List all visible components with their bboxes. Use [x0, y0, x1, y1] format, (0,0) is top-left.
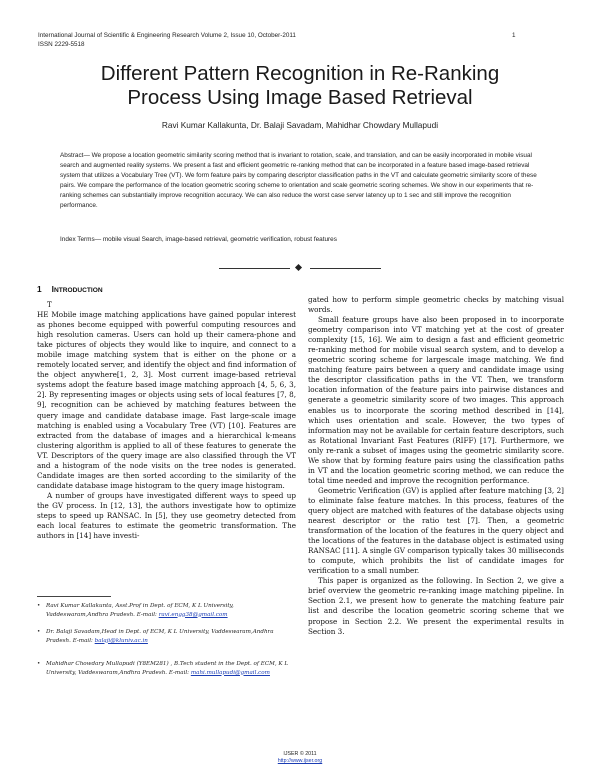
- body-paragraph: A number of groups have investigated different ways to speed up the GV process. In [12, 13], the authors investigate how to optimize steps to speed up RANSAC. In [5], they use geometry detected from each local features to estimate the geometric transformation. The authors in [14] have investi-: [37, 490, 296, 541]
- footnote-author-1: [37, 602, 296, 619]
- body-paragraph: This paper is organized as the following. In Section 2, we give a brief overview the geometric re-ranking image matching pipeline. In Section 2.1, we present how to generate the matching feature pair list and describe the location geometric scoring scheme that we propose in Section 2.2. We present the experimental results in Section 3.: [308, 576, 564, 636]
- body-paragraph: gated how to perform simple geometric checks by matching visual words.: [308, 295, 564, 315]
- footnote-author-3: [37, 660, 296, 677]
- bullet-icon: •: [37, 603, 41, 609]
- email-link[interactable]: balaji@kluniv.ac.in: [94, 637, 148, 644]
- right-column: [308, 295, 564, 637]
- divider-left: [219, 268, 290, 269]
- journal-header: International Journal of Scientific & Engineering Research Volume 2, Issue 10, October-2011: [38, 32, 296, 39]
- section-heading: [37, 284, 103, 294]
- footnote-text: Mahidhar Chowdary Mullapudi (Y8EM281) , B.Tech student in the Dept. of ECM, K L University, Vaddeswaram,Andhra Pradesh. E-mail:: [46, 661, 289, 676]
- issn-label: ISSN 2229-5518: [38, 41, 85, 48]
- paper-title: [40, 62, 560, 110]
- footnote-rule: [37, 596, 111, 597]
- title-line-2: Process Using Image Based Retrieval: [127, 86, 473, 109]
- email-link[interactable]: ravi.engg38@gmail.com: [158, 611, 228, 618]
- email-link[interactable]: mahi.mullapudi@gmail.com: [190, 669, 270, 676]
- title-line-1: Different Pattern Recognition in Re-Ranking: [100, 62, 500, 85]
- body-paragraph: Small feature groups have also been proposed in to incorporate geometry comparison into VT matching yet at the cost of greater complexity [15, 16]. We aim to design a fast and efficient geometric re-ranking method for mobile visual search system, and to develop a geometric scoring scheme for largescale image matching. We find matching feature pairs between a query and candidate image using the descriptor classification paths in the VT. Then, we transform location information of the feature pairs into pairwise distances and generate a geometric similarity score of two images. This approach enables us to incorporate the scoring method described in [14], which uses orientation and scale. However, the two types of information may not be available for certain feature descriptors, such as Rotational Invariant Fast Features (RIFF) [17]. Furthermore, we only re-rank a subset of images using the geometric similarity score. We show that by forming feature pairs using the classification paths in VT and the location geometric scoring method, we can reduce the total time needed and improve the recognition performance.: [308, 315, 564, 485]
- abstract: Abstract— We propose a location geometric similarity scoring method that is invariant to rotation, scale, and translation, and can be easily incorporated in mobile visual search and augmented reality systems. We present a fast and efficient geometric re-ranking method that can be incorporated in a feature based image-based retrieval system that utilizes a Vocabulary Tree (VT). We form feature pairs by comparing descriptor classification paths in the VT and calculate geometric similarity score of these pairs. We compare the performance of the location geometric scoring scheme to orientation and scale geometric scoring schemes. We show in our experiments that re-ranking schemes can substantially improve recognition accuracy. We can also reduce the worst case server latency up to 1 sec and still improve the recognition performance.: [60, 152, 537, 210]
- footer-link[interactable]: http://www.ijser.org: [277, 758, 323, 764]
- divider-diamond-icon: [295, 264, 302, 271]
- body-paragraph: Geometric Verification (GV) is applied after feature matching [3, 2] to eliminate false feature matches. In this process, features of the query object are matched with features of the database objects using nearest descriptor or the ratio test [7]. Then, a geometric transformation of the location of the features in the query object and the locations of the features in the database object is estimated using RANSAC [11]. A single GV comparison typically takes 30 milliseconds to compute, which prohibits the list of candidate images for verification to a small number.: [308, 485, 564, 576]
- index-terms: Index Terms— mobile visual Search, image-based retrieval, geometric verification, robust features: [60, 236, 337, 243]
- divider-right: [310, 268, 381, 269]
- section-number: 1: [37, 284, 42, 294]
- author-list: Ravi Kumar Kallakunta, Dr. Balaji Savadam, Mahidhar Chowdary Mullapudi: [161, 120, 439, 130]
- drop-cap: T: [47, 300, 52, 309]
- footnote-text: Ravi Kumar Kallakunta, Asst.Prof in Dept. of ECM, K L University, Vaddeswaram,Andhra Pradesh. E-mail:: [46, 603, 234, 618]
- body-paragraph: HE Mobile image matching applications have gained popular interest as phones become equipped with powerful computing resources and high resolution cameras. Users can hold up their camera-phone and take pictures of objects they would like to inquire, and connect to a mobile image matching system that is either on the phone or a remotely located server, and identify the object and find information of the object anywhere[1, 2, 3]. Most current image-based retrieval systems adopt the feature based image matching approach [4, 5, 6, 3, 2]. By representing images or objects using sets of local features [7, 8, 9], recognition can be achieved by matching features between the query image and candidate database image. Fast large-scale image matching is enabled using a Vocabulary Tree (VT) [10]. Features are extracted from the database of images and a hierarchical k-means clustering algorithm is applied to all of these features to generate the VT. Descriptors of the query image are also classified through the VT and a histogram of the node visits on the tree nodes is generated. Candidate images are then sorted according to the similarity of the candidate database image histogram to the query image histogram.: [37, 310, 296, 490]
- section-title-initial: I: [51, 284, 54, 294]
- page-number: 1: [512, 32, 516, 39]
- section-title-rest: NTRODUCTION: [53, 287, 103, 294]
- footnote-text: Dr. Balaji Savadam,Head in Dept. of ECM, K L University, Vaddeswaram,Andhra Pradesh. E-mail:: [46, 629, 274, 644]
- left-column: [37, 300, 296, 541]
- footnote-author-2: [37, 628, 296, 645]
- bullet-icon: •: [37, 629, 41, 635]
- footer-copyright: IJSER © 2011: [283, 751, 317, 757]
- bullet-icon: •: [37, 661, 41, 667]
